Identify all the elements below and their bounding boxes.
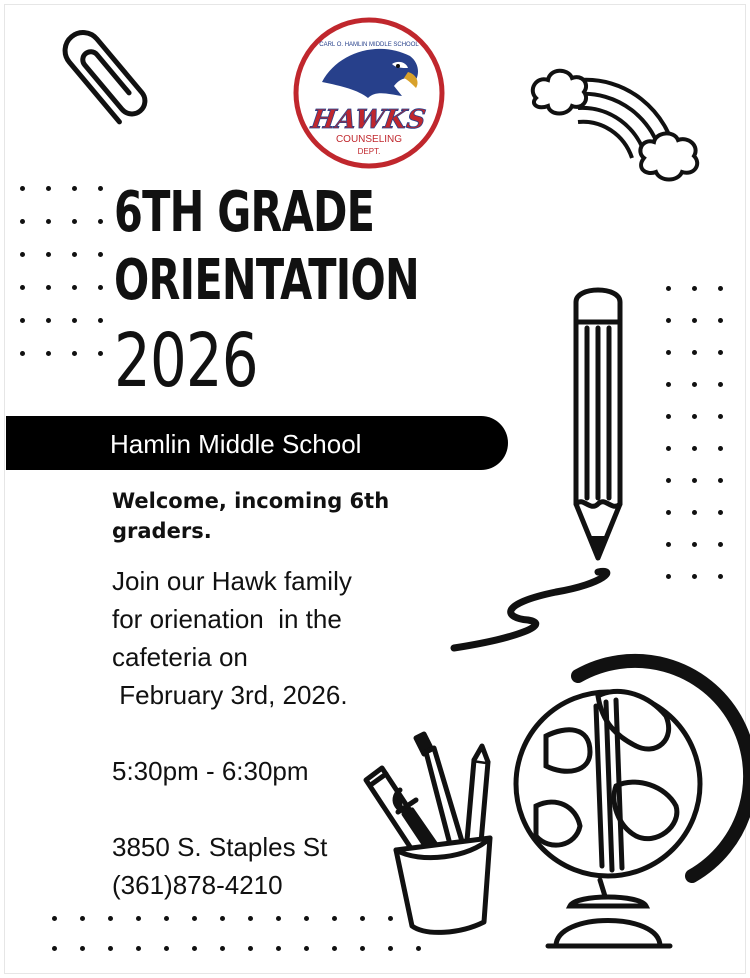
decorative-dot xyxy=(276,916,281,921)
decorative-dot xyxy=(692,510,697,515)
decorative-dot xyxy=(718,318,723,323)
event-details: Join our Hawk family for orienation in the cafeteria on February 3rd, 2026. xyxy=(112,566,352,710)
banner-text: Hamlin Middle School xyxy=(110,429,362,459)
decorative-dot xyxy=(304,916,309,921)
decorative-dot xyxy=(666,350,671,355)
decorative-dot xyxy=(248,916,253,921)
decorative-dot xyxy=(80,946,85,951)
decorative-dot xyxy=(666,542,671,547)
decorative-dot xyxy=(52,946,57,951)
decorative-dot xyxy=(20,318,25,323)
decorative-dot xyxy=(72,351,77,356)
decorative-dot xyxy=(20,285,25,290)
pencil-cup-icon xyxy=(360,730,510,940)
decorative-dot xyxy=(46,219,51,224)
decorative-dot xyxy=(72,219,77,224)
decorative-dot xyxy=(98,252,103,257)
title-year: 2026 xyxy=(114,318,258,404)
decorative-dot xyxy=(692,414,697,419)
decorative-dot xyxy=(220,916,225,921)
decorative-dot xyxy=(52,916,57,921)
pencil-icon xyxy=(446,282,626,662)
decorative-dot xyxy=(692,350,697,355)
decorative-dot xyxy=(72,285,77,290)
decorative-dot xyxy=(692,382,697,387)
decorative-dot xyxy=(718,286,723,291)
decorative-dot xyxy=(718,382,723,387)
decorative-dot xyxy=(332,916,337,921)
decorative-dot xyxy=(46,186,51,191)
decorative-dot xyxy=(108,916,113,921)
logo-school-name: CARL O. HAMLIN MIDDLE SCHOOL xyxy=(319,42,419,48)
decorative-dot xyxy=(416,946,421,951)
decorative-dot xyxy=(46,252,51,257)
decorative-dot xyxy=(718,446,723,451)
decorative-dot xyxy=(666,574,671,579)
decorative-dot xyxy=(108,946,113,951)
decorative-dot xyxy=(98,351,103,356)
decorative-dot xyxy=(718,574,723,579)
decorative-dot xyxy=(98,219,103,224)
decorative-dot xyxy=(46,318,51,323)
decorative-dot xyxy=(80,916,85,921)
decorative-dot xyxy=(388,946,393,951)
decorative-dot xyxy=(666,286,671,291)
rainbow-icon xyxy=(528,46,708,186)
decorative-dot xyxy=(718,542,723,547)
decorative-dot xyxy=(192,916,197,921)
decorative-dot xyxy=(666,414,671,419)
decorative-dot xyxy=(20,252,25,257)
decorative-dot xyxy=(192,946,197,951)
decorative-dot xyxy=(276,946,281,951)
decorative-dot xyxy=(98,318,103,323)
title-line-2: ORIENTATION xyxy=(114,248,419,313)
decorative-dot xyxy=(692,446,697,451)
decorative-dot xyxy=(20,351,25,356)
decorative-dot xyxy=(692,542,697,547)
decorative-dot xyxy=(718,478,723,483)
decorative-dot xyxy=(164,916,169,921)
decorative-dot xyxy=(46,285,51,290)
decorative-dot xyxy=(46,351,51,356)
title-line-1: 6TH GRADE xyxy=(114,180,375,245)
decorative-dot xyxy=(718,350,723,355)
decorative-dot xyxy=(136,916,141,921)
decorative-dot xyxy=(164,946,169,951)
decorative-dot xyxy=(220,946,225,951)
decorative-dot xyxy=(20,219,25,224)
decorative-dot xyxy=(666,382,671,387)
decorative-dot xyxy=(332,946,337,951)
school-name-banner xyxy=(6,416,508,470)
decorative-dot xyxy=(72,186,77,191)
decorative-dot xyxy=(72,318,77,323)
decorative-dot xyxy=(666,446,671,451)
decorative-dot xyxy=(666,510,671,515)
decorative-dot xyxy=(718,414,723,419)
decorative-dot xyxy=(692,318,697,323)
decorative-dot xyxy=(666,478,671,483)
decorative-dot xyxy=(304,946,309,951)
decorative-dot xyxy=(718,510,723,515)
welcome-message: Welcome, incoming 6th graders. xyxy=(112,489,390,543)
decorative-dot xyxy=(20,186,25,191)
decorative-dot xyxy=(72,252,77,257)
decorative-dot xyxy=(666,318,671,323)
decorative-dot xyxy=(248,946,253,951)
logo-dept-line1: COUNSELING xyxy=(335,134,403,145)
event-time: 5:30pm - 6:30pm xyxy=(112,756,309,786)
decorative-dot xyxy=(136,946,141,951)
decorative-dot xyxy=(360,946,365,951)
hawks-counseling-logo xyxy=(292,16,446,170)
decorative-dot xyxy=(692,574,697,579)
address-phone: 3850 S. Staples St (361)878-4210 xyxy=(112,832,328,900)
decorative-dot xyxy=(692,286,697,291)
globe-icon xyxy=(506,656,722,966)
decorative-dot xyxy=(692,478,697,483)
paperclip-icon xyxy=(48,18,168,130)
decorative-dot xyxy=(98,285,103,290)
logo-wordmark: HAWKS xyxy=(309,104,428,135)
logo-dept-line2: DEPT. xyxy=(357,147,381,156)
decorative-dot xyxy=(98,186,103,191)
